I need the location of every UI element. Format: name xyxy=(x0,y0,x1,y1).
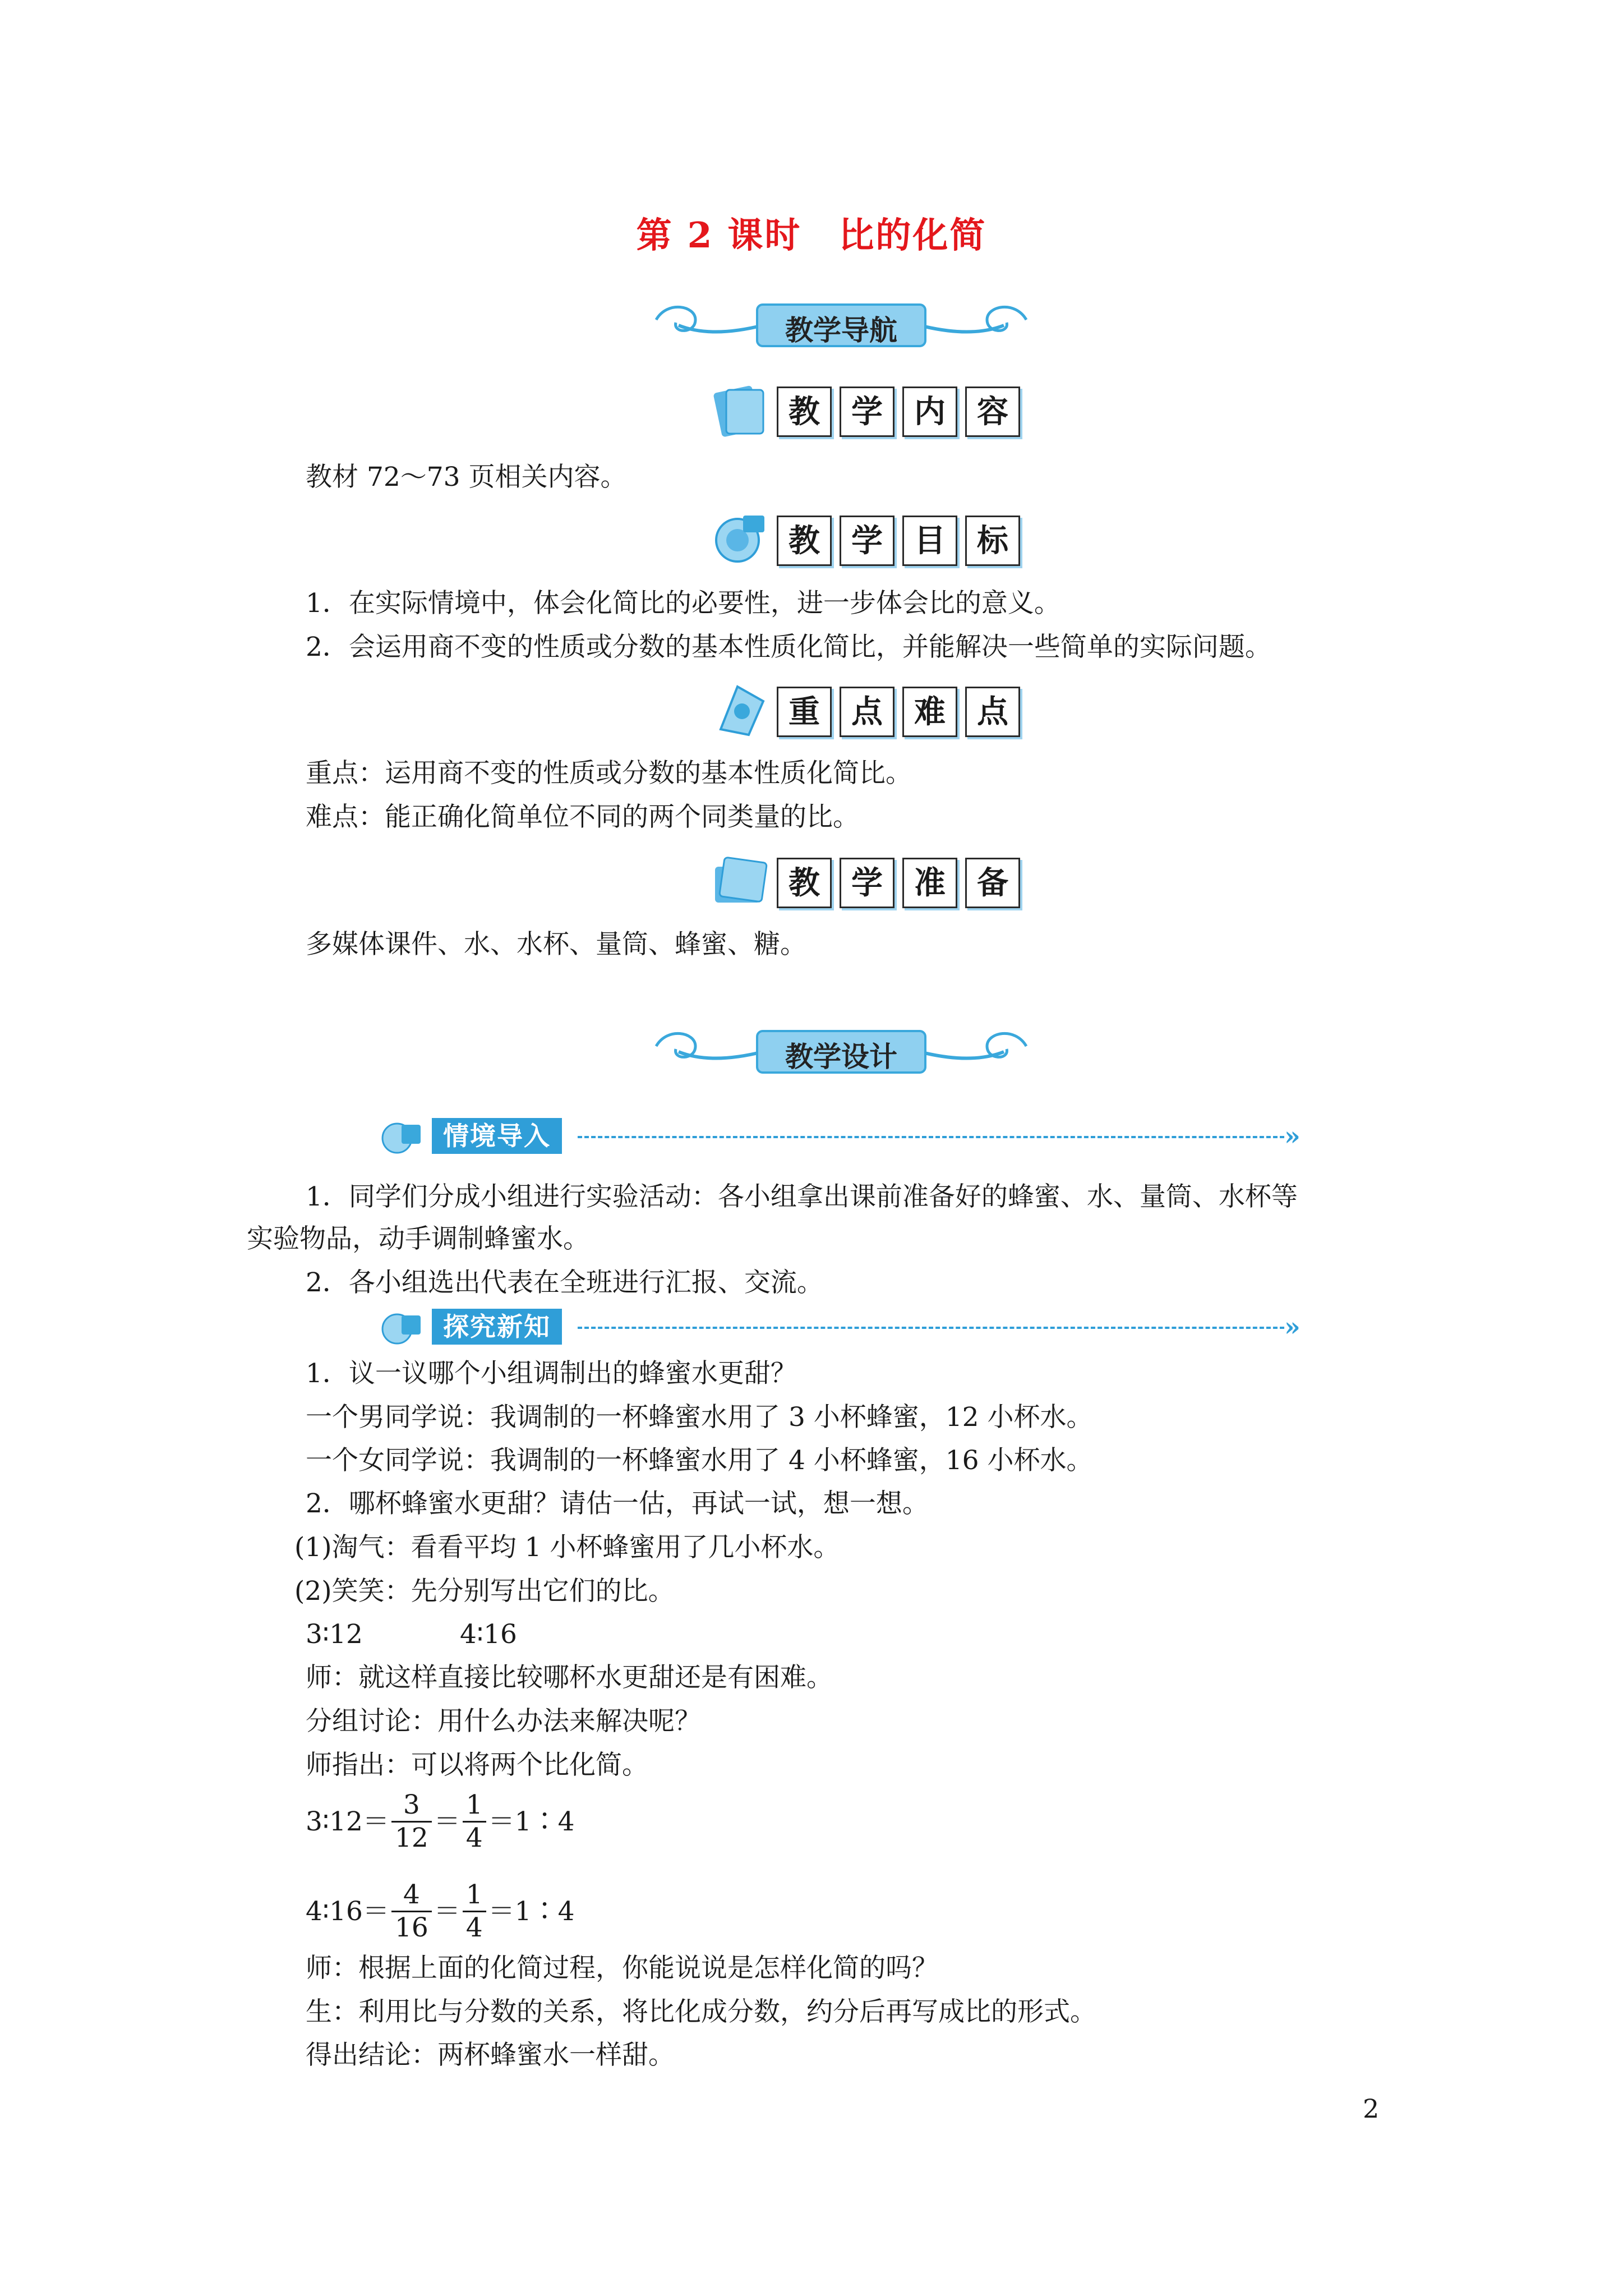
numerator: 3 xyxy=(391,1789,432,1823)
explore-line: 师：根据上面的化简过程，你能说说是怎样化简的吗？ xyxy=(306,1953,938,1984)
fraction xyxy=(391,1879,432,1944)
head-char: 点 xyxy=(965,687,1020,737)
head-char: 备 xyxy=(965,858,1020,908)
key-point: 重点：运用商不变的性质或分数的基本性质化简比。 xyxy=(306,758,912,789)
goal-item: 2．会运用商不变的性质或分数的基本性质化简比，并能解决一些简单的实际问题。 xyxy=(306,632,1271,662)
simplify-equation-2 xyxy=(306,1879,574,1944)
folder-icon xyxy=(709,850,771,912)
explore-line: 师指出：可以将两个比化简。 xyxy=(306,1750,648,1780)
explore-line: 师：就这样直接比较哪杯水更甜还是有困难。 xyxy=(306,1662,833,1693)
simplify-equation-1 xyxy=(306,1789,574,1854)
section-label: 探究新知 xyxy=(432,1309,562,1345)
eq-lhs: 4∶16＝ xyxy=(306,1895,389,1927)
head-char: 容 xyxy=(965,386,1020,437)
intro-paragraph: 2．各小组选出代表在全班进行汇报、交流。 xyxy=(306,1267,823,1298)
head-char: 学 xyxy=(840,858,895,908)
head-char: 难 xyxy=(902,687,957,737)
explore-line: 2．哪杯蜂蜜水更甜？请估一估，再试一试，想一想。 xyxy=(306,1488,929,1519)
intro-paragraph: 1．同学们分成小组进行实验活动：各小组拿出课前准备好的蜂蜜、水、量筒、水杯等 xyxy=(306,1181,1298,1212)
numerator: 4 xyxy=(391,1879,432,1912)
fraction xyxy=(463,1879,486,1944)
book-icon xyxy=(709,379,771,440)
explore-line: 1．议一议哪个小组调制出的蜂蜜水更甜？ xyxy=(306,1358,797,1389)
dashed-rule xyxy=(578,1327,1284,1329)
head-char: 内 xyxy=(902,386,957,437)
page-number: 2 xyxy=(1363,2093,1380,2124)
head-char: 学 xyxy=(840,386,895,437)
content-text: 教材 72～73 页相关内容。 xyxy=(306,462,627,493)
double-arrow-icon: » xyxy=(1284,1312,1301,1342)
explore-line: (2)笑笑：先分别写出它们的比。 xyxy=(294,1576,675,1607)
cube-icon xyxy=(376,1304,432,1348)
key-icon xyxy=(709,679,771,740)
banner-teaching-design xyxy=(645,1021,1038,1083)
head-teaching-prep xyxy=(709,850,1023,912)
intro-paragraph-cont: 实验物品，动手调制蜂蜜水。 xyxy=(247,1223,589,1254)
fraction xyxy=(391,1789,432,1854)
head-char: 教 xyxy=(777,516,832,566)
banner-label: 教学设计 xyxy=(785,1041,897,1073)
denominator: 16 xyxy=(394,1912,428,1943)
banner-teaching-guide xyxy=(645,295,1038,356)
section-intro xyxy=(376,1114,1307,1157)
explore-line: 分组讨论：用什么办法来解决呢？ xyxy=(306,1706,701,1737)
explore-line: 一个男同学说：我调制的一杯蜂蜜水用了 3 小杯蜂蜜，12 小杯水。 xyxy=(306,1402,1093,1433)
target-icon xyxy=(709,508,771,569)
double-arrow-icon: » xyxy=(1284,1121,1301,1151)
numerator: 1 xyxy=(463,1879,486,1912)
eq-rhs: ＝1∶4 xyxy=(488,1806,575,1837)
ratio-a: 3∶12 xyxy=(306,1619,363,1650)
dashed-rule xyxy=(578,1136,1284,1138)
head-teaching-content xyxy=(709,379,1023,440)
head-char: 教 xyxy=(777,858,832,908)
cube-icon xyxy=(376,1114,432,1157)
head-key-points xyxy=(709,679,1023,740)
eq-lhs: 3∶12＝ xyxy=(306,1806,389,1837)
explore-line: 一个女同学说：我调制的一杯蜂蜜水用了 4 小杯蜂蜜，16 小杯水。 xyxy=(306,1445,1093,1476)
difficult-point: 难点：能正确化简单位不同的两个同类量的比。 xyxy=(306,802,859,832)
head-char: 重 xyxy=(777,687,832,737)
lesson-title: 第 2 课时 比的化简 xyxy=(636,214,987,256)
denominator: 12 xyxy=(394,1823,428,1853)
head-char: 点 xyxy=(840,687,895,737)
head-teaching-goals xyxy=(709,508,1023,569)
head-char: 标 xyxy=(965,516,1020,566)
head-char: 学 xyxy=(840,516,895,566)
denominator: 4 xyxy=(465,1912,483,1943)
eq-equals: ＝ xyxy=(434,1895,460,1927)
explore-line: 生：利用比与分数的关系，将比化成分数，约分后再写成比的形式。 xyxy=(306,1996,1096,2027)
ratio-b: 4∶16 xyxy=(460,1619,517,1650)
explore-line: (1)淘气：看看平均 1 小杯蜂蜜用了几小杯水。 xyxy=(294,1532,840,1563)
banner-label: 教学导航 xyxy=(785,314,897,347)
fraction xyxy=(463,1789,486,1854)
section-label: 情境导入 xyxy=(432,1118,562,1154)
eq-rhs: ＝1∶4 xyxy=(488,1895,575,1927)
head-char: 准 xyxy=(902,858,957,908)
eq-equals: ＝ xyxy=(434,1806,460,1837)
head-char: 目 xyxy=(902,516,957,566)
head-char: 教 xyxy=(777,386,832,437)
explore-line: 得出结论：两杯蜂蜜水一样甜。 xyxy=(306,2040,675,2070)
denominator: 4 xyxy=(465,1823,483,1853)
numerator: 1 xyxy=(463,1789,486,1823)
section-explore xyxy=(376,1304,1307,1348)
prep-text: 多媒体课件、水、水杯、量筒、蜂蜜、糖。 xyxy=(306,929,806,960)
goal-item: 1．在实际情境中，体会化简比的必要性，进一步体会比的意义。 xyxy=(306,588,1061,619)
